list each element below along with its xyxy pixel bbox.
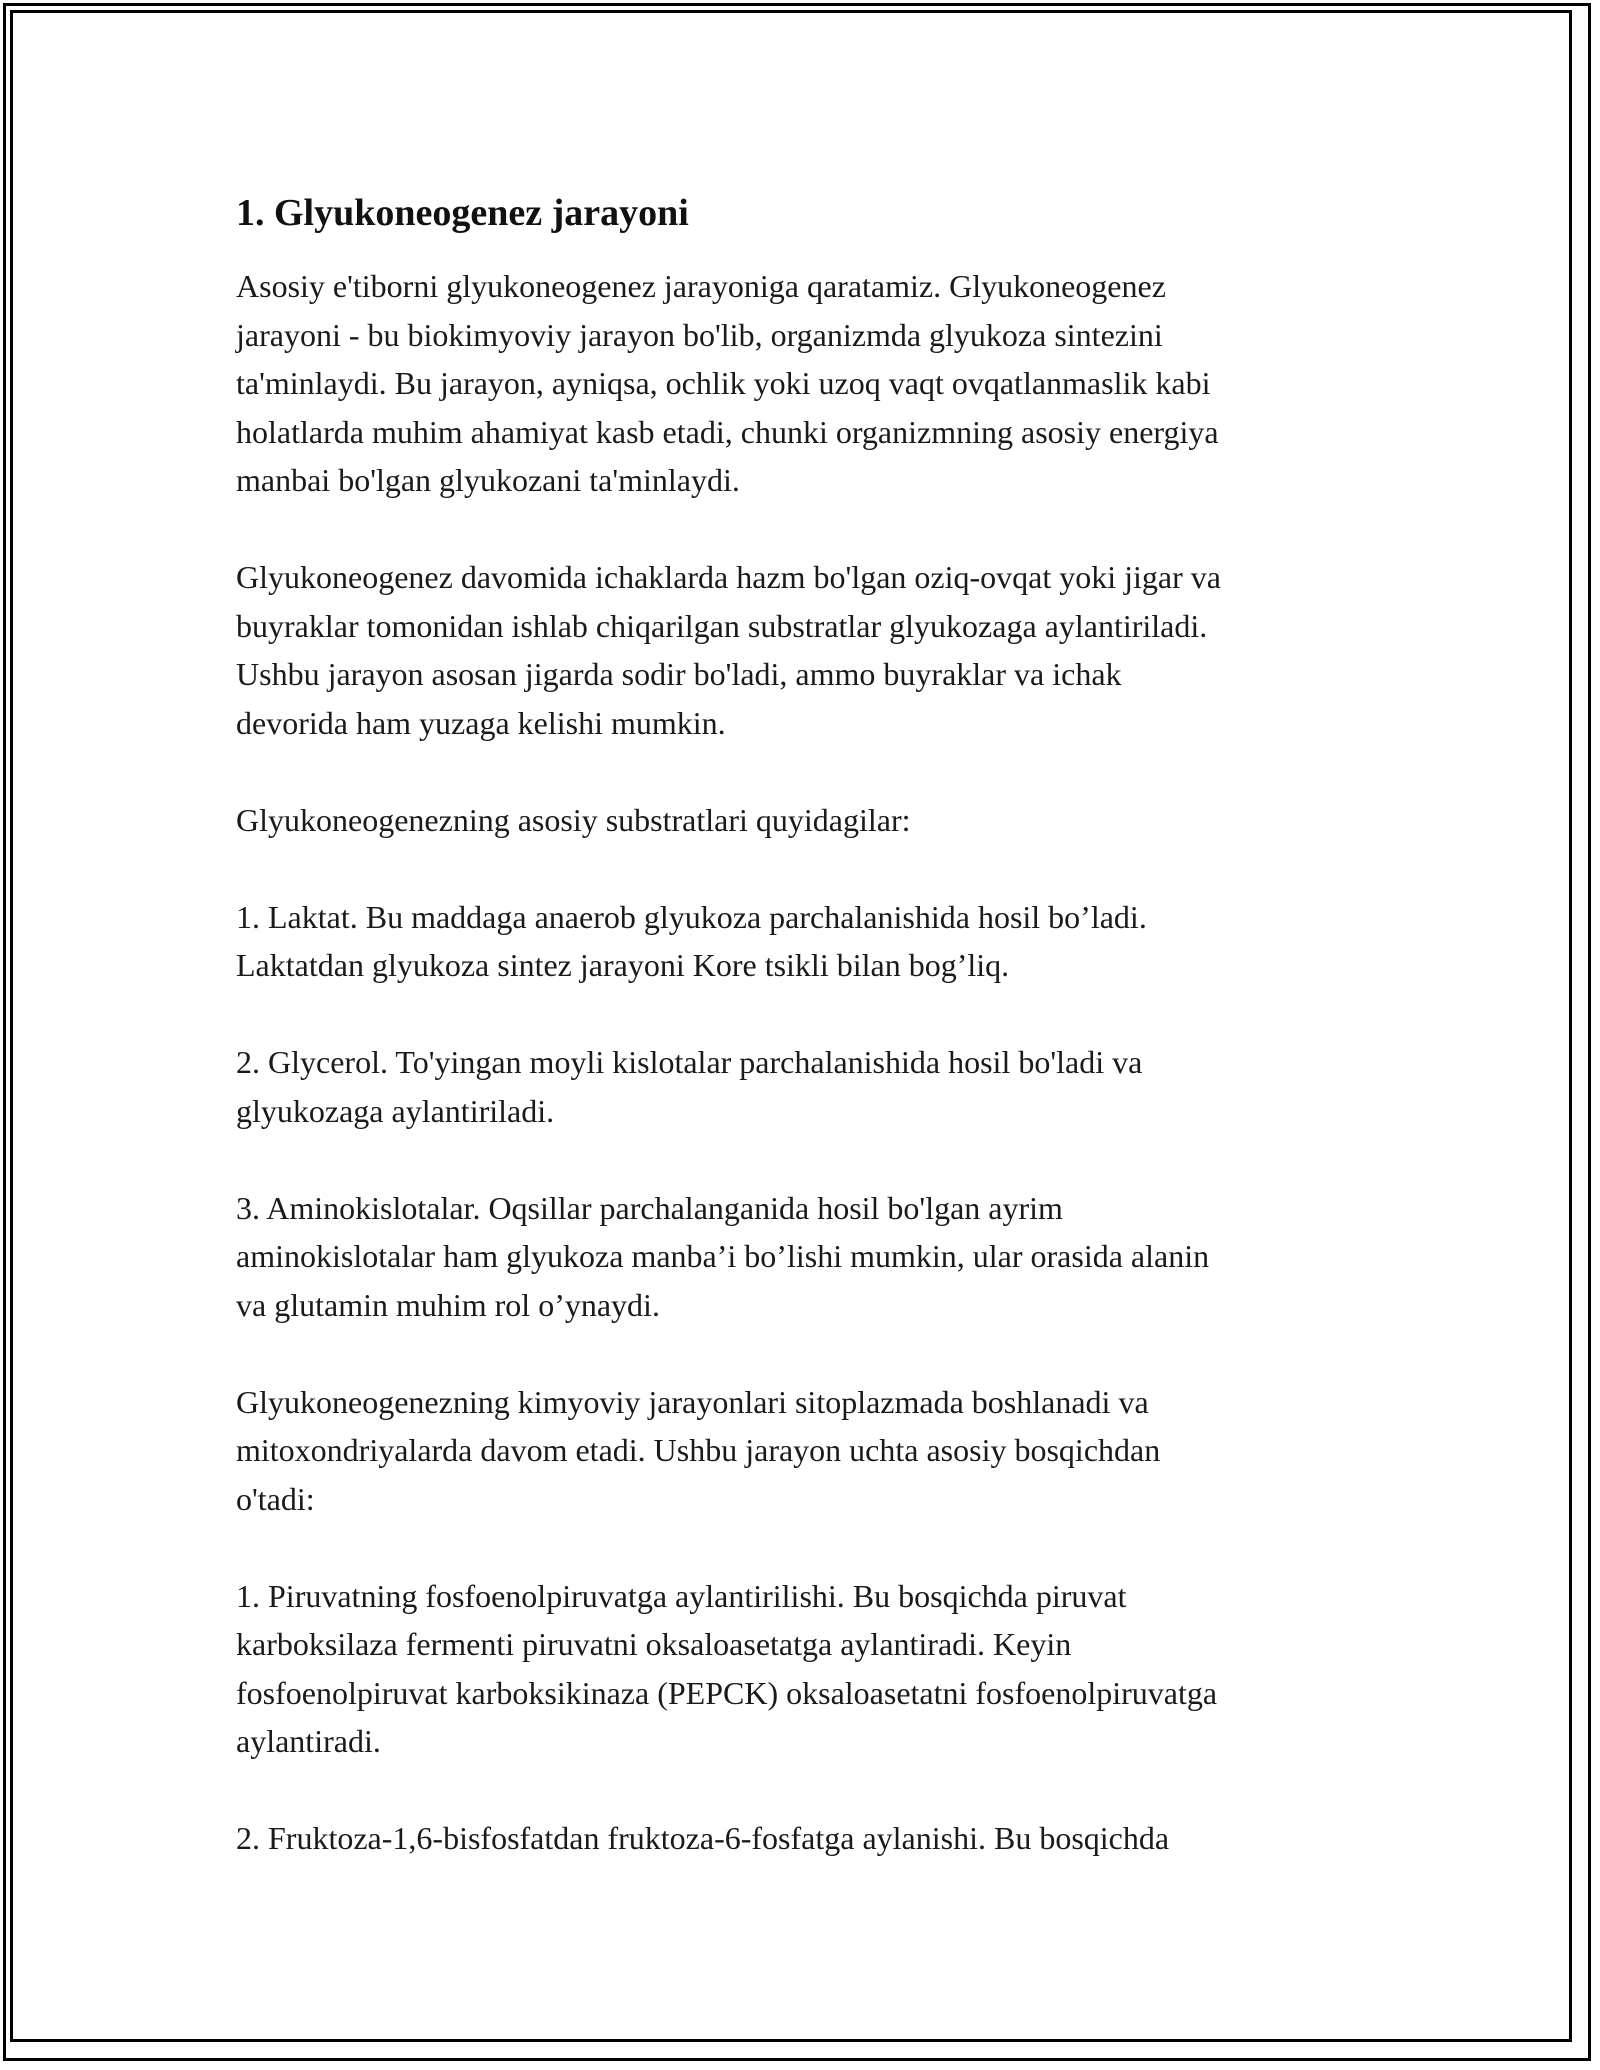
- list-item-lactate: 1. Laktat. Bu maddaga anaerob glyukoza parchalanishida hosil bo’ladi. Laktatdan glyukoza sintez jarayoni Kore tsikli bilan bog’liq.: [236, 898, 1147, 983]
- paragraph-intro: Asosiy e'tiborni glyukoneogenez jarayoniga qaratamiz. Glyukoneogenez jarayoni - bu biokimyoviy jarayon bo'lib, organizmda glyukoza sintezini ta'minlaydi. Bu jarayon, ayniqsa, ochlik yoki uzoq vaqt ovqatlanmaslik kabi holatlarda muhim ahamiyat kasb etadi, chunki organizmning asosiy energiya manbai bo'lgan glyukozani ta'minlaydi.: [236, 268, 1219, 498]
- list-item-stage-2: 2. Fruktoza-1,6-bisfosfatdan fruktoza-6-fosfatga aylanishi. Bu bosqichda: [236, 1820, 1170, 1856]
- document-body: [236, 188, 1376, 1911]
- list-item-glycerol: 2. Glycerol. To'yingan moyli kislotalar parchalanishida hosil bo'ladi va glyukozaga aylantiriladi.: [236, 1044, 1143, 1129]
- list-item-amino-acids: 3. Aminokislotalar. Oqsillar parchalanganida hosil bo'lgan ayrim aminokislotalar ham glyukoza manba’i bo’lishi mumkin, ular orasida alanin va glutamin muhim rol o’ynaydi.: [236, 1189, 1210, 1323]
- list-item-stage-1: 1. Piruvatning fosfoenolpiruvatga aylantirilishi. Bu bosqichda piruvat karboksilaza fermenti piruvatni oksaloasetatga aylantiradi. Keyin fosfoenolpiruvat karboksikinaza (PEPCK) oksaloasetatni fosfoenolpiruvatga aylantiradi.: [236, 1577, 1218, 1759]
- paragraph-location: Glyukoneogenez davomida ichaklarda hazm bo'lgan oziq-ovqat yoki jigar va buyraklar tomonidan ishlab chiqarilgan substratlar glyukozaga aylantiriladi. Ushbu jarayon asosan jigarda sodir bo'ladi, ammo buyraklar va ichak devorida ham yuzaga kelishi mumkin.: [236, 559, 1221, 741]
- paragraph-stages-intro: Glyukoneogenezning kimyoviy jarayonlari sitoplazmada boshlanadi va mitoxondriyalarda davom etadi. Ushbu jarayon uchta asosiy bosqichdan o'tadi:: [236, 1383, 1161, 1517]
- paragraph-substrates-intro: Glyukoneogenezning asosiy substratlari quyidagilar:: [236, 801, 911, 838]
- section-heading: 1. Glyukoneogenez jarayoni: [236, 192, 689, 234]
